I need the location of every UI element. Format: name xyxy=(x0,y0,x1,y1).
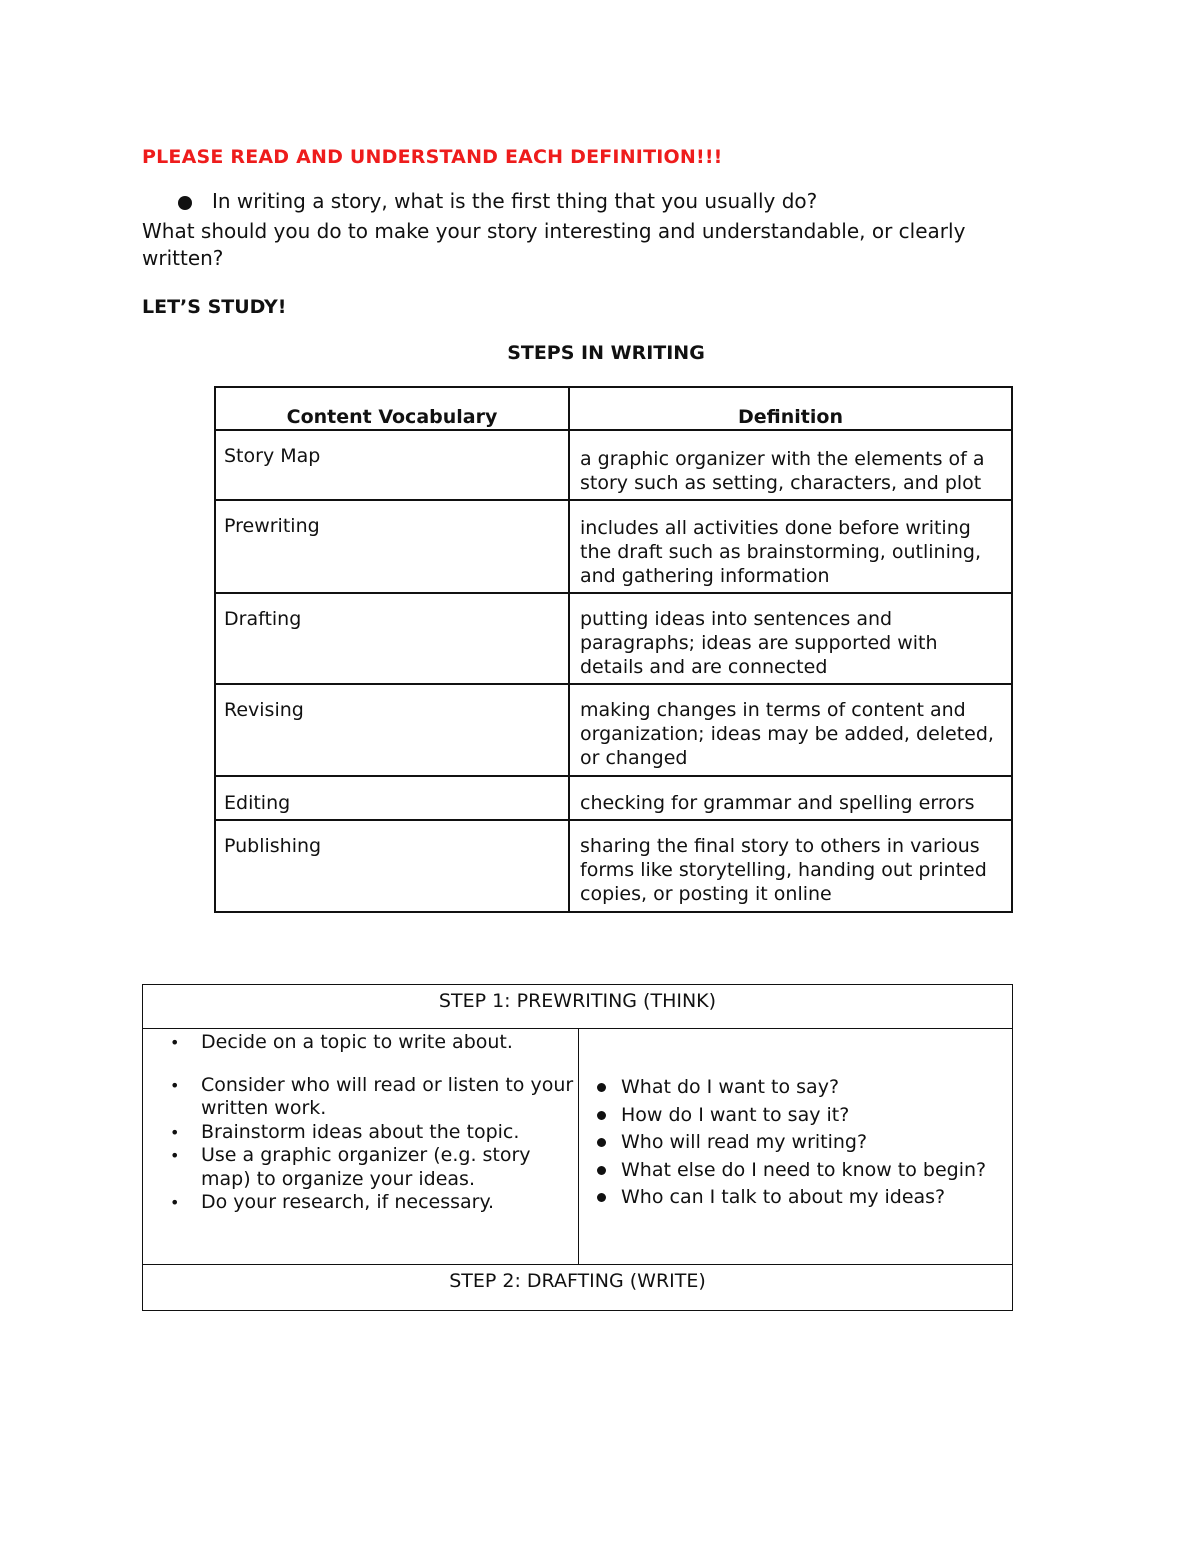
list-item: • Do your research, if necessary. xyxy=(201,1191,578,1215)
table-header-row xyxy=(215,387,1012,430)
step1-questions-cell xyxy=(579,1029,1013,1265)
header-definition: Definition xyxy=(569,387,1012,430)
table-row xyxy=(215,430,1012,500)
step1-title-row xyxy=(143,985,1013,1029)
term-cell: Revising xyxy=(215,684,569,776)
term-cell: Drafting xyxy=(215,593,569,684)
table-row xyxy=(215,776,1012,820)
list-item: How do I want to say it? xyxy=(621,1102,1012,1130)
step-table xyxy=(142,984,1013,1311)
definition-cell: putting ideas into sentences and paragraphs; ideas are supported with details and are connected xyxy=(569,593,1012,684)
table-row xyxy=(215,820,1012,912)
list-item: Who can I talk to about my ideas? xyxy=(621,1184,1012,1212)
term-cell: Editing xyxy=(215,776,569,820)
definition-cell: making changes in terms of content and organization; ideas may be added, deleted, or changed xyxy=(569,684,1012,776)
table-row xyxy=(215,593,1012,684)
list-item: Who will read my writing? xyxy=(621,1129,1012,1157)
question-1: In writing a story, what is the first thing that you usually do? xyxy=(212,189,818,213)
term-cell: Story Map xyxy=(215,430,569,500)
term-cell: Prewriting xyxy=(215,500,569,593)
step1-content-row xyxy=(143,1029,1013,1265)
table-row xyxy=(215,500,1012,593)
list-item: • Brainstorm ideas about the topic. xyxy=(201,1121,578,1145)
steps-title: STEPS IN WRITING xyxy=(507,342,705,364)
list-item: What do I want to say? xyxy=(621,1074,1012,1102)
list-item: • Consider who will read or listen to your written work. xyxy=(201,1074,578,1121)
header-content-vocabulary: Content Vocabulary xyxy=(215,387,569,430)
definition-cell: checking for grammar and spelling errors xyxy=(569,776,1012,820)
definition-cell: sharing the final story to others in various forms like storytelling, handing out printed copies, or posting it online xyxy=(569,820,1012,912)
step1-tasks-list xyxy=(143,1029,578,1215)
list-item: What else do I need to know to begin? xyxy=(621,1157,1012,1185)
step2-title-row xyxy=(143,1265,1013,1311)
list-item: • Decide on a topic to write about. xyxy=(201,1031,578,1055)
term-cell: Publishing xyxy=(215,820,569,912)
list-item: • Use a graphic organizer (e.g. story map) to organize your ideas. xyxy=(201,1144,578,1191)
definition-cell: a graphic organizer with the elements of a story such as setting, characters, and plot xyxy=(569,430,1012,500)
lets-study-heading: LET’S STUDY! xyxy=(142,296,287,318)
step1-tasks-cell xyxy=(143,1029,579,1265)
question-2: What should you do to make your story interesting and understandable, or clearly written? xyxy=(142,219,966,270)
step1-questions-list xyxy=(579,1029,1012,1212)
page-heading: PLEASE READ AND UNDERSTAND EACH DEFINITION!!! xyxy=(142,146,723,168)
definition-cell: includes all activities done before writing the draft such as brainstorming, outlining, and gathering information xyxy=(569,500,1012,593)
table-row xyxy=(215,684,1012,776)
step1-title: STEP 1: PREWRITING (THINK) xyxy=(143,985,1013,1029)
vocabulary-table xyxy=(214,386,1013,913)
question-bullet-icon xyxy=(178,196,192,210)
step2-title: STEP 2: DRAFTING (WRITE) xyxy=(143,1265,1013,1311)
